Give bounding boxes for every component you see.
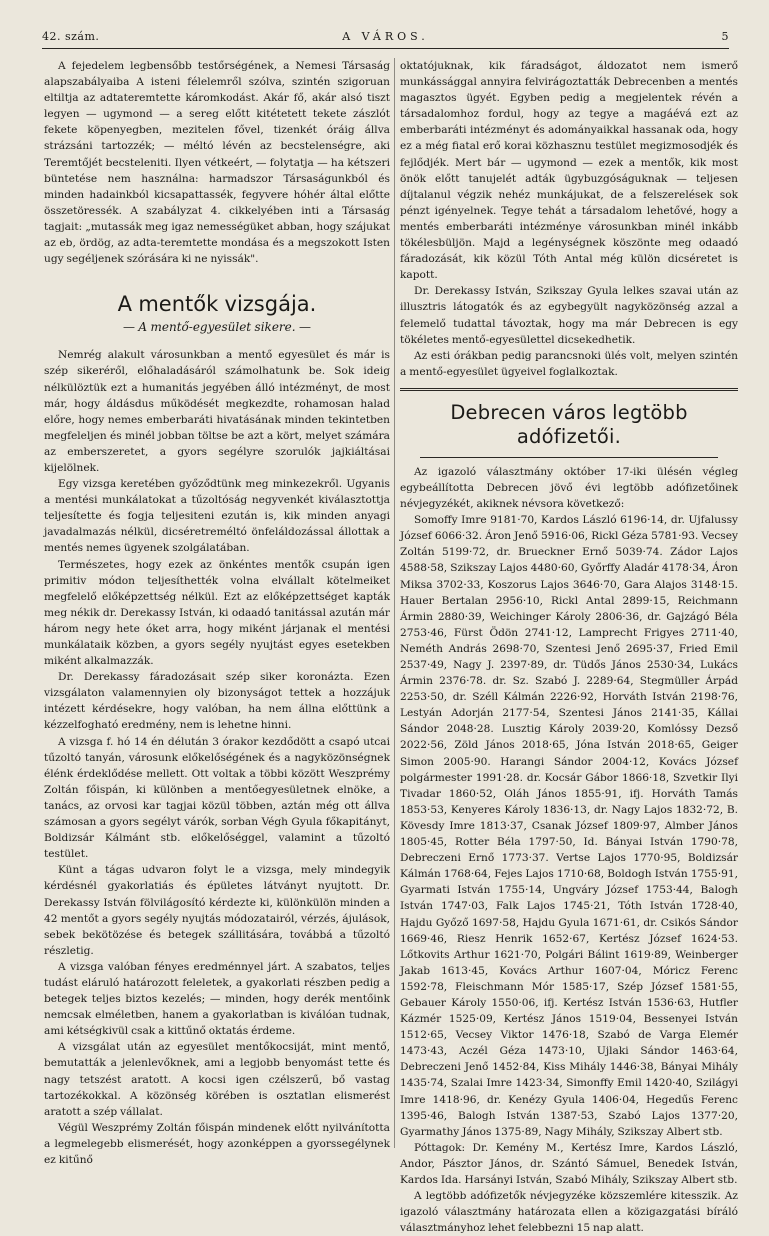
- article-continuation: oktatójuknak, kik fáradságot, áldozatot nem ismerő munkássággal annyira felvirágoztatták Debrecenben a mentés magasztos ügyét. Egyben pedig a megjelentek révén a társadalomhoz fordul, hogy az tegye a magáévá ezt az emberbaráti intézményt és adományaikkal hassanak oda, hogy ez a még fiatal erő korai közhasznu testület megizmosodjék és fejlődjék. Mert bár — ugymond — ezek a mentők, kik most önök előtt tanujelét adták ügybuzgóságuknak — teljesen díjtalanul végzik nehéz munkájukat, de a felszerelések sok pénzt igényelnek. Tegye tehát a társadalom lehetővé, hogy a mentés emberbaráti intézménye városunkban minél inkább tökélesbüljön. Majd a legénységnek köszönte meg odaadó fáradozását, kik közül Tóth Antal még külön dicséretet is kapott.: [400, 60, 738, 282]
- running-head: [42, 30, 729, 46]
- article-paragraph: A vizsga valóban fényes eredménnyel járt. A szabatos, teljes tudást eláruló határozott feleletek, a gyakorlati részben pedig a betegek teljes biztos kezelés; — minden, hogy derék mentőink nemcsak elméletben, hanem a gyakorlatban is kiválóan tudnak, ami kétségkivül csak a kittűnő oktatás érdeme.: [44, 960, 390, 1038]
- article-paragraph: Dr. Derekassy fáradozásait szép siker koronázta. Ezen vizsgálaton valamennyien oly bizonyságot tettek a hozzájuk intézett kérdésekre, hogy valóban, ha nem állna előttünk a kézzelfogható eredmény, nem is lehetne hinni.: [44, 671, 390, 732]
- article-paragraph: Künt a tágas udvaron folyt le a vizsga, mely mindegyik kérdésnél gyakorlatiás és épületes látványt nyujtott. Dr. Derekassy István fölvilágosító kérdezte ki, különkülön minden a 42 mentőt a gyors segély nyujtás módozatairól, vérzés, ájulások, sebek bekötözése és betegek szállitására, továbbá a tűzoltó részletig.: [44, 864, 390, 957]
- article-paragraph: Az esti órákban pedig parancsnoki ülés volt, melyen szintén a mentő-egyesület ügyeivel foglalkoztak.: [400, 349, 738, 378]
- column-divider: [394, 58, 395, 1148]
- issue-number: 42. szám.: [42, 30, 100, 43]
- article-paragraph: A vizsga f. hó 14 én délután 3 órakor kezdődött a csapó utcai tűzoltó tanyán, városunk előkelőségének és a nagyközönségnek élénk érdeklődése mellett. Ott voltak a többi között Weszprémy Zoltán főispán, ki különben a mentőegyesületnek elnöke, a tanács, az orvosi kar tagjai közül többen, aztán még ott állva számosan a gyors segélyt várók, sorban Végh Gyula főkapitányt, Boldizsár Kálmánt stb. előkelőséggel, valamint a tűzoltó testület.: [44, 735, 390, 861]
- section-title-rule: [420, 457, 718, 458]
- taxpayer-list: Somoffy Imre 9181·70, Kardos László 6196·14, dr. Ujfalussy József 6066·32. Áron Jenő 5916·06, Rickl Géza 5781·93. Vecsey Zoltán 5199·72, dr. Brueckner Ernő 5039·74. Zádor Lajos 4588·58, Szikszay Lajos 4480·60, Győrffy Aladár 4178·34, Áron Miksa 3702·33, Koszorus Lajos 3646·70, Gara Alajos 3148·15. Hauer Bertalan 2956·10, Rickl Antal 2899·15, Reichmann Ármin 2880·39, Weichinger Károly 2806·36, dr. Gajzágó Béla 2753·46, Fürst Ödön 2741·12, Lamprecht Frigyes 2711·40, Neméth András 2698·70, Szentesi Jenő 2695·37, Fried Emil 2537·49, Nagy J. 2397·89, dr. Tüdős János 2530·34, Lukács Ármin 2376·78. dr. Sz. Szabó J. 2289·64, Stegmüller Árpád 2253·50, dr. Széll Kálmán 2226·92, Horváth István 2198·76, Lestyán Adorján 2177·54, Szentesi János 2141·35, Kállai Sándor 2048·28. Lusztig Károly 2039·20, Komlóssy Dezső 2022·56, Zöld János 2018·65, Jóna István 2018·65, Geiger Simon 2005·90. Harangi Sándor 2004·12, Kovács József polgármester 1991·28. dr. Kocsár Gábor 1866·18, Szvetkir Ilyi Tivadar 1860·52, Oláh János 1855·91, ifj. Horváth Tamás 1853·53, Kenyeres Károly 1836·13, dr. Nagy Lajos 1832·72, B. Kövesdy Imre 1813·37, Csanak József 1809·97, Almber János 1805·45, Rotter Béla 1797·50, Id. Bányai István 1790·78, Debreczeni Ernő 1773·37. Vertse Lajos 1770·95, Boldizsár Kálmán 1768·64, Fejes Lajos 1710·68, Boldogh István 1755·91, Gyarmati István 1755·14, Ungváry József 1753·44, Balogh István 1747·03, Falk Lajos 1745·21, Tóth István 1728·40, Hajdu Győző 1697·58, Hajdu Gyula 1671·61, dr. Csikós Sándor 1669·46, Riesz Henrik 1652·67, Kertész József 1624·53. Lőtkovits Arthur 1621·70, Polgári Bálint 1619·89, Weinberger Jakab 1613·45, Kovács Arthur 1607·04, Móricz Ferenc 1592·78, Fleischmann Mór 1585·17, Szép József 1581·55, Gebauer Károly 1550·06, ifj. Kertész István 1536·63, Hutfler Kázmér 1525·09, Kertész János 1519·04, Bessenyei István 1512·65, Vecsey Viktor 1476·18, Szabó de Varga Elemér 1473·43, Aczél Géza 1473·10, Ujlaki Sándor 1463·64, Debreczeni Jenő 1452·84, Kiss Mihály 1446·38, Bányai Mihály 1435·74, Szalai Imre 1423·34, Simonffy Emil 1420·40, Szilágyi Imre 1418·96, dr. Kenézy Gyula 1406·04, Hegedűs Ferenc 1395·46, Balogh István 1387·53, Szabó Lajos 1377·20, Gyarmathy János 1375·89, Nagy Mihály, Szikszay Albert stb.: [400, 514, 738, 1138]
- masthead-title: A VÁROS.: [342, 30, 429, 43]
- article-paragraph: A vizsgálat után az egyesület mentőkocsiját, mint mentő, bemutatták a jelenlevőknek, ami a legjobb benyomást tette és nagy tetszést aratott. A kocsi igen czélszerű, bő vastag tartozékokkal. A közönség körében is osztatlan elismerést aratott a szép vállalat.: [44, 1041, 390, 1118]
- article-paragraph: Nemrég alakult városunkban a mentő egyesület és már is szép sikeréről, előhaladásáról számolhatunk be. Sok ideig nélkülöztük ezt a humanitás jegyében álló intézményt, de most már, hogy áldásdus működését megkezdte, rohamosan halad előre, hogy nemes emberbaráti hivatásának minden tekintetben megfeleljen és minél jobban töltse be azt a kört, melyet számára az emberszeretet, a gyors segélyre szorulók jajkiáltásai kijelölnek.: [44, 349, 390, 474]
- article-paragraph: Egy vizsga keretében győződtünk meg minkezekről. Ugyanis a mentési munkálatokat a tűzoltóság negyvenkét kiválasztottja teljesítette és fogja teljesiteni ezután is, kik minden anyagi javadalmazás nélkül, dicséretreméltó önfeláldozással állottak a mentés nemes ügyenek szolgálatában.: [44, 478, 390, 555]
- section-intro: Az igazoló választmány október 17-iki ülésén végleg egybeállította Debrecen jövő évi legtöbb adófizetőinek névjegyzékét, akiknek névsora következő:: [400, 465, 738, 511]
- article-subtitle: — A mentő-egyesület sikere. —: [123, 320, 311, 335]
- substitutes-list: Póttagok: Dr. Kemény M., Kertész Imre, Kardos László, Andor, Pásztor János, dr. Szántó Sámuel, Benedek István, Kardos Ida. Harsányi István, Szabó Mihály, Szikszay Albert stb.: [400, 1141, 738, 1186]
- section-separator: [400, 388, 738, 391]
- article-paragraph: Természetes, hogy ezek az önkéntes mentők csupán igen primitiv módon teljesíthették volna elvállalt kötelmeiket megfelelő előképzettség nélkül. Ezt az előképzettséget kapták meg nékik dr. Derekassy István, ki odaadó tanitással azután már három negy hete óket arra, hogy miként járjanak el mentési munkálataik közben, a gyors segély nyujtást egyes esetekben miként alkalmazzák.: [44, 558, 390, 668]
- header-rule: [42, 48, 729, 49]
- left-column: [44, 58, 390, 1166]
- nemesi-tarsasag-paragraph: A fejedelem legbensőbb testőrségének, a Nemesi Társaság alapszabályaiba A isteni félelemről szólva, szintén szigoruan eltiltja az adtateremtette káromkodást. Akár fő, akár alsó tiszt legyen — ugymond — a sereg előtt kitétetett tekete zászlót fekete köpenyegben, mezitelen fővel, tizenkét óráig állva strázsáni tartozzék; — méltó lévén az becstelenségre, aki Teremtőjét becsteleniti. Ilyen vétkeért, — folytatja — ha kétszeri büntetése nem használna: harmadszor Társaságunkból és minden hadainkból kicsapattassék, fegyvere hóhér által előtte összetöressék. A szabályzat 4. cikkelyében inti a Társaság tagjait: „mutassák meg igaz nemességüket abban, hogy szájukat az eb, ördög, az adta-teremtette mondása és a megszokott Isten ugy segéljenek szórására ki ne nyissák".: [44, 60, 390, 266]
- article-paragraph: Dr. Derekassy István, Szikszay Gyula lelkes szavai után az illusztris látogatók és az egybegyült nagyközönség azzal a felemelő tudattal távoztak, hogy ma már Debrecen is egy tökéletes mentő-egyesülettel dicsekedhetik.: [400, 285, 738, 346]
- right-column: [400, 58, 738, 1235]
- section-title: Debrecen város legtöbb adófizetői.: [450, 400, 688, 448]
- closing-paragraph: A legtöbb adófizetők névjegyzéke közszemlére kitesszik. Az igazoló választmány határozata ellen a közigazgatási bíráló választmányhoz lehet felebbezni 15 nap alatt.: [400, 1190, 738, 1235]
- article-title: A mentők vizsgája.: [117, 292, 317, 317]
- article-paragraph: Végül Weszprémy Zoltán főispán mindenek előtt nyilvánította a legmelegebb elismerését, hogy azonképpen a gyorssegélynek ez kitűnő: [44, 1121, 390, 1166]
- page-number: 5: [721, 30, 729, 43]
